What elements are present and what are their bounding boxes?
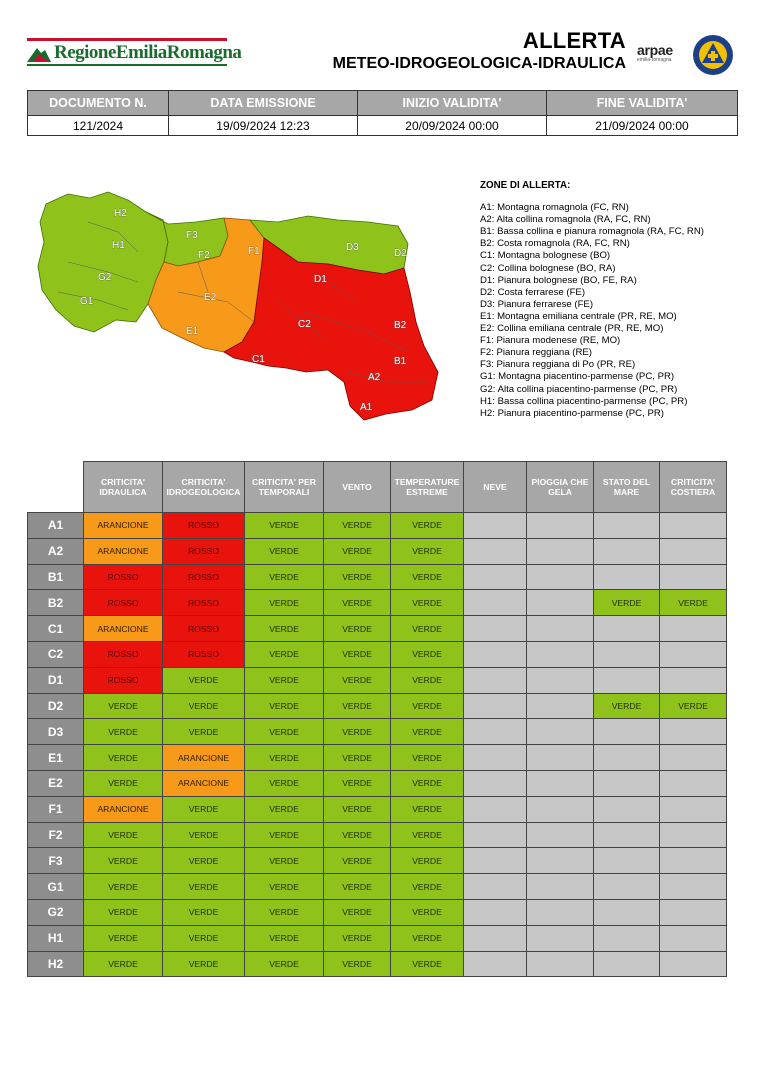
alert-level-cell: VERDE: [245, 719, 324, 745]
alert-level-cell: [464, 796, 527, 822]
alert-level-cell: VERDE: [163, 899, 245, 925]
zone-code: B2: [28, 590, 84, 616]
doc-header-issue-date: DATA EMISSIONE: [169, 91, 358, 116]
zone-code: D3: [28, 719, 84, 745]
doc-header-number: DOCUMENTO N.: [28, 91, 169, 116]
zone-item: E2: Collina emiliana centrale (PR, RE, MO): [480, 323, 664, 335]
map-label-d2: D2: [394, 248, 407, 259]
map-label-g1: G1: [80, 296, 94, 307]
alert-level-cell: [527, 590, 594, 616]
map-label-c1: C1: [252, 354, 265, 365]
alert-level-cell: VERDE: [245, 538, 324, 564]
col-header: CRITICITA' IDRAULICA: [84, 462, 163, 513]
header-corner: [28, 462, 84, 513]
alert-level-cell: [660, 874, 727, 900]
alert-level-cell: VERDE: [163, 925, 245, 951]
alert-level-cell: VERDE: [324, 719, 391, 745]
arpae-logo-text: arpae: [637, 42, 673, 58]
zones-legend: [480, 180, 750, 420]
alert-level-cell: VERDE: [391, 513, 464, 539]
alert-level-cell: ROSSO: [163, 641, 245, 667]
alert-level-cell: [464, 745, 527, 771]
alert-level-cell: ARANCIONE: [163, 770, 245, 796]
alert-level-cell: VERDE: [163, 693, 245, 719]
doc-header-valid-from: INIZIO VALIDITA': [358, 91, 547, 116]
alert-level-cell: [660, 770, 727, 796]
zone-code: H1: [28, 925, 84, 951]
alert-level-cell: VERDE: [245, 667, 324, 693]
alert-level-cell: [594, 745, 660, 771]
zone-item: G1: Montagna piacentino-parmense (PC, PR): [480, 371, 675, 383]
alert-level-cell: ARANCIONE: [84, 616, 163, 642]
alert-level-cell: [464, 925, 527, 951]
alert-level-cell: [464, 693, 527, 719]
zone-item: A1: Montagna romagnola (FC, RN): [480, 202, 629, 214]
alert-level-cell: VERDE: [84, 770, 163, 796]
alert-level-cell: [464, 719, 527, 745]
alert-level-cell: VERDE: [84, 719, 163, 745]
alert-level-cell: ROSSO: [84, 641, 163, 667]
civil-protection-logo-icon: [692, 34, 734, 76]
alert-level-cell: VERDE: [324, 796, 391, 822]
zone-code: H2: [28, 951, 84, 977]
zones-title: ZONE DI ALLERTA:: [480, 180, 571, 191]
col-header: STATO DEL MARE: [594, 462, 660, 513]
table-row: [28, 848, 727, 874]
zone-code: A2: [28, 538, 84, 564]
alert-level-cell: VERDE: [324, 951, 391, 977]
table-row: [28, 874, 727, 900]
alert-level-cell: [527, 848, 594, 874]
alert-level-cell: VERDE: [84, 848, 163, 874]
table-row: [28, 564, 727, 590]
alert-level-cell: [464, 538, 527, 564]
alert-level-cell: [594, 719, 660, 745]
alert-level-cell: [464, 667, 527, 693]
zone-item: C2: Collina bolognese (BO, RA): [480, 262, 616, 274]
col-header: NEVE: [464, 462, 527, 513]
alert-level-cell: [660, 538, 727, 564]
alert-level-cell: VERDE: [245, 693, 324, 719]
zone-code: C2: [28, 641, 84, 667]
alert-level-cell: [594, 564, 660, 590]
alert-level-cell: VERDE: [245, 822, 324, 848]
alert-level-cell: VERDE: [324, 693, 391, 719]
alert-level-cell: ROSSO: [84, 564, 163, 590]
alert-level-cell: [594, 513, 660, 539]
table-row: [28, 513, 727, 539]
alert-level-cell: VERDE: [324, 564, 391, 590]
alert-level-cell: VERDE: [324, 874, 391, 900]
col-header: VENTO: [324, 462, 391, 513]
alert-matrix-body: [28, 513, 727, 977]
col-header: PIOGGIA CHE GELA: [527, 462, 594, 513]
zone-item: H1: Bassa collina piacentino-parmense (PC, PR): [480, 395, 688, 407]
alert-level-cell: ROSSO: [84, 590, 163, 616]
col-header: CRITICITA' PER TEMPORALI: [245, 462, 324, 513]
alert-level-cell: [527, 822, 594, 848]
alert-level-cell: [527, 925, 594, 951]
alert-level-cell: [527, 719, 594, 745]
alert-level-cell: [464, 641, 527, 667]
document-info-table: [27, 90, 738, 136]
alert-level-cell: [464, 564, 527, 590]
zone-code: G2: [28, 899, 84, 925]
alert-level-cell: [660, 925, 727, 951]
alert-level-cell: VERDE: [84, 951, 163, 977]
alert-level-cell: VERDE: [391, 822, 464, 848]
alert-level-cell: VERDE: [245, 925, 324, 951]
alert-level-cell: VERDE: [245, 951, 324, 977]
alert-level-cell: VERDE: [594, 590, 660, 616]
alert-level-cell: VERDE: [163, 848, 245, 874]
alert-level-cell: [660, 796, 727, 822]
zone-item: F2: Pianura reggiana (RE): [480, 347, 592, 359]
alert-level-cell: ROSSO: [163, 616, 245, 642]
alert-level-cell: VERDE: [324, 616, 391, 642]
alert-level-cell: VERDE: [245, 899, 324, 925]
map-label-h1: H1: [112, 240, 125, 251]
table-row: [28, 693, 727, 719]
alert-level-cell: [594, 616, 660, 642]
map-label-e1: E1: [186, 326, 199, 337]
alert-level-cell: VERDE: [391, 590, 464, 616]
map-label-b2: B2: [394, 320, 407, 331]
region-mark-icon: [27, 44, 51, 62]
alert-level-cell: [527, 874, 594, 900]
alert-level-cell: ARANCIONE: [84, 538, 163, 564]
alert-level-cell: ROSSO: [163, 513, 245, 539]
alert-level-cell: VERDE: [324, 590, 391, 616]
alert-level-cell: [527, 745, 594, 771]
zone-item: F3: Pianura reggiana di Po (PR, RE): [480, 359, 636, 371]
zone-item: B2: Costa romagnola (RA, FC, RN): [480, 238, 630, 250]
col-header: CRITICITA' IDROGEOLOGICA: [163, 462, 245, 513]
map-label-e2: E2: [204, 292, 217, 303]
alert-level-cell: VERDE: [324, 667, 391, 693]
alert-level-cell: VERDE: [324, 899, 391, 925]
alert-level-cell: VERDE: [84, 899, 163, 925]
doc-header-valid-to: FINE VALIDITA': [547, 91, 738, 116]
alert-level-cell: [527, 899, 594, 925]
doc-valid-from: 20/09/2024 00:00: [358, 116, 547, 136]
alert-level-cell: ROSSO: [163, 564, 245, 590]
alert-level-cell: [660, 822, 727, 848]
alert-level-cell: VERDE: [391, 745, 464, 771]
alert-level-cell: [464, 874, 527, 900]
alert-level-cell: [660, 719, 727, 745]
map-label-d1: D1: [314, 274, 327, 285]
alert-level-cell: [464, 899, 527, 925]
alert-level-cell: [527, 564, 594, 590]
alert-level-cell: ROSSO: [163, 590, 245, 616]
table-row: [28, 667, 727, 693]
alert-level-cell: [594, 951, 660, 977]
alert-level-cell: [464, 848, 527, 874]
alert-level-cell: VERDE: [391, 641, 464, 667]
alert-level-cell: [594, 848, 660, 874]
zone-item: C1: Montagna bolognese (BO): [480, 250, 611, 262]
alert-level-cell: [594, 538, 660, 564]
alert-level-cell: VERDE: [391, 951, 464, 977]
zone-code: F3: [28, 848, 84, 874]
alert-level-cell: VERDE: [391, 719, 464, 745]
table-row: [28, 641, 727, 667]
alert-level-cell: VERDE: [84, 745, 163, 771]
page-subtitle: METEO-IDROGEOLOGICA-IDRAULICA: [332, 55, 626, 72]
map-label-a1: A1: [360, 402, 373, 413]
alert-level-cell: VERDE: [84, 925, 163, 951]
table-row: [28, 719, 727, 745]
alert-level-cell: VERDE: [245, 796, 324, 822]
alert-level-cell: [660, 616, 727, 642]
alert-level-cell: [464, 513, 527, 539]
alert-matrix-header: [28, 462, 727, 513]
alert-level-cell: [527, 667, 594, 693]
alert-level-cell: [660, 745, 727, 771]
alert-level-cell: [594, 770, 660, 796]
region-logo: [27, 38, 242, 68]
alert-level-cell: [527, 616, 594, 642]
alert-level-cell: VERDE: [324, 770, 391, 796]
alert-level-cell: [527, 538, 594, 564]
alert-level-cell: VERDE: [324, 925, 391, 951]
alert-level-cell: [594, 796, 660, 822]
doc-valid-to: 21/09/2024 00:00: [547, 116, 738, 136]
alert-level-cell: VERDE: [245, 874, 324, 900]
alert-level-cell: VERDE: [391, 693, 464, 719]
table-row: [28, 616, 727, 642]
alert-level-cell: ARANCIONE: [84, 796, 163, 822]
map-label-b1: B1: [394, 356, 407, 367]
alert-level-cell: [527, 770, 594, 796]
alert-level-cell: VERDE: [324, 822, 391, 848]
alert-level-cell: VERDE: [245, 770, 324, 796]
map-label-g2: G2: [98, 272, 112, 283]
alert-level-cell: [464, 616, 527, 642]
zone-code: E1: [28, 745, 84, 771]
alert-level-cell: VERDE: [163, 667, 245, 693]
alert-level-cell: VERDE: [163, 822, 245, 848]
alert-level-cell: VERDE: [84, 822, 163, 848]
alert-level-cell: VERDE: [245, 513, 324, 539]
zone-code: A1: [28, 513, 84, 539]
alert-level-cell: [527, 951, 594, 977]
alert-level-cell: VERDE: [391, 667, 464, 693]
zone-item: H2: Pianura piacentino-parmense (PC, PR): [480, 407, 664, 419]
alert-level-cell: [464, 590, 527, 616]
zone-item: D1: Pianura bolognese (BO, FE, RA): [480, 274, 637, 286]
alert-level-cell: [464, 770, 527, 796]
arpae-logo-sub: emilia-romagna: [637, 57, 672, 63]
alert-level-cell: VERDE: [660, 693, 727, 719]
alert-level-cell: [527, 641, 594, 667]
col-header: CRITICITA' COSTIERA: [660, 462, 727, 513]
table-row: [28, 899, 727, 925]
alert-level-cell: [527, 693, 594, 719]
logo-red-bar: [27, 38, 227, 41]
alert-level-cell: VERDE: [163, 719, 245, 745]
alert-level-cell: VERDE: [391, 770, 464, 796]
map-label-d3: D3: [346, 242, 359, 253]
alert-level-cell: VERDE: [660, 590, 727, 616]
alert-level-cell: [660, 951, 727, 977]
alert-level-cell: VERDE: [163, 796, 245, 822]
alert-level-cell: [594, 667, 660, 693]
alert-level-cell: VERDE: [324, 513, 391, 539]
alert-level-cell: VERDE: [391, 925, 464, 951]
zone-code: F1: [28, 796, 84, 822]
zone-code: D1: [28, 667, 84, 693]
alert-level-cell: [594, 874, 660, 900]
table-row: [28, 925, 727, 951]
zone-item: E1: Montagna emiliana centrale (PR, RE, MO): [480, 310, 677, 322]
zone-item: D3: Pianura ferrarese (FE): [480, 298, 594, 310]
map-label-f2: F2: [198, 250, 210, 261]
alert-level-cell: VERDE: [324, 848, 391, 874]
alert-level-cell: [594, 925, 660, 951]
alert-level-cell: VERDE: [163, 874, 245, 900]
zone-code: D2: [28, 693, 84, 719]
table-row: [28, 770, 727, 796]
alert-level-cell: VERDE: [391, 874, 464, 900]
zone-code: E2: [28, 770, 84, 796]
map-label-h2: H2: [114, 208, 127, 219]
zone-item: A2: Alta collina romagnola (RA, FC, RN): [480, 214, 651, 226]
region-name: RegioneEmiliaRomagna: [54, 42, 242, 63]
page-title: ALLERTA: [522, 28, 626, 53]
alert-level-cell: [594, 822, 660, 848]
table-row: [28, 590, 727, 616]
alert-level-cell: ARANCIONE: [84, 513, 163, 539]
alert-level-cell: [660, 848, 727, 874]
doc-issue-date: 19/09/2024 12:23: [169, 116, 358, 136]
alert-level-cell: [660, 513, 727, 539]
alert-level-cell: [660, 641, 727, 667]
zone-code: G1: [28, 874, 84, 900]
alert-level-cell: [594, 641, 660, 667]
table-row: [28, 745, 727, 771]
map-label-a2: A2: [368, 372, 381, 383]
map-label-c2: C2: [298, 319, 311, 330]
map-label-f1: F1: [248, 246, 260, 257]
table-row: [28, 822, 727, 848]
zone-code: B1: [28, 564, 84, 590]
map-label-f3: F3: [186, 230, 198, 241]
alert-level-cell: VERDE: [84, 874, 163, 900]
alert-level-cell: [594, 899, 660, 925]
alert-level-cell: VERDE: [391, 899, 464, 925]
alert-level-cell: ARANCIONE: [163, 745, 245, 771]
alert-level-cell: ROSSO: [163, 538, 245, 564]
alert-level-cell: VERDE: [245, 564, 324, 590]
alert-matrix-table: [27, 461, 727, 977]
alert-level-cell: VERDE: [324, 745, 391, 771]
alert-level-cell: VERDE: [391, 538, 464, 564]
alert-level-cell: [527, 513, 594, 539]
logo-green-bar: [27, 64, 227, 66]
alert-level-cell: [660, 899, 727, 925]
alert-level-cell: VERDE: [324, 641, 391, 667]
zone-item: D2: Costa ferrarese (FE): [480, 286, 586, 298]
zone-item: F1: Pianura modenese (RE, MO): [480, 335, 621, 347]
doc-number: 121/2024: [28, 116, 169, 136]
zone-item: B1: Bassa collina e pianura romagnola (RA, FC, RN): [480, 226, 704, 238]
table-row: [28, 951, 727, 977]
alert-level-cell: VERDE: [324, 538, 391, 564]
alert-level-cell: VERDE: [391, 848, 464, 874]
alert-level-cell: [464, 822, 527, 848]
alert-level-cell: VERDE: [391, 616, 464, 642]
alert-level-cell: ROSSO: [84, 667, 163, 693]
alert-level-cell: [527, 796, 594, 822]
alert-level-cell: VERDE: [163, 951, 245, 977]
alert-level-cell: VERDE: [391, 796, 464, 822]
alert-level-cell: [660, 564, 727, 590]
alert-level-cell: [660, 667, 727, 693]
table-row: [28, 538, 727, 564]
table-row: [28, 796, 727, 822]
alert-level-cell: VERDE: [245, 745, 324, 771]
alert-level-cell: VERDE: [245, 641, 324, 667]
alert-zones-map: [28, 182, 448, 432]
col-header: TEMPERATURE ESTREME: [391, 462, 464, 513]
alert-level-cell: VERDE: [84, 693, 163, 719]
zone-code: F2: [28, 822, 84, 848]
arpae-logo: [637, 42, 687, 72]
alert-level-cell: VERDE: [594, 693, 660, 719]
alert-level-cell: VERDE: [391, 564, 464, 590]
zone-code: C1: [28, 616, 84, 642]
alert-level-cell: VERDE: [245, 848, 324, 874]
alert-level-cell: VERDE: [245, 616, 324, 642]
zone-item: G2: Alta collina piacentino-parmense (PC, PR): [480, 383, 678, 395]
alert-level-cell: [464, 951, 527, 977]
alert-level-cell: VERDE: [245, 590, 324, 616]
